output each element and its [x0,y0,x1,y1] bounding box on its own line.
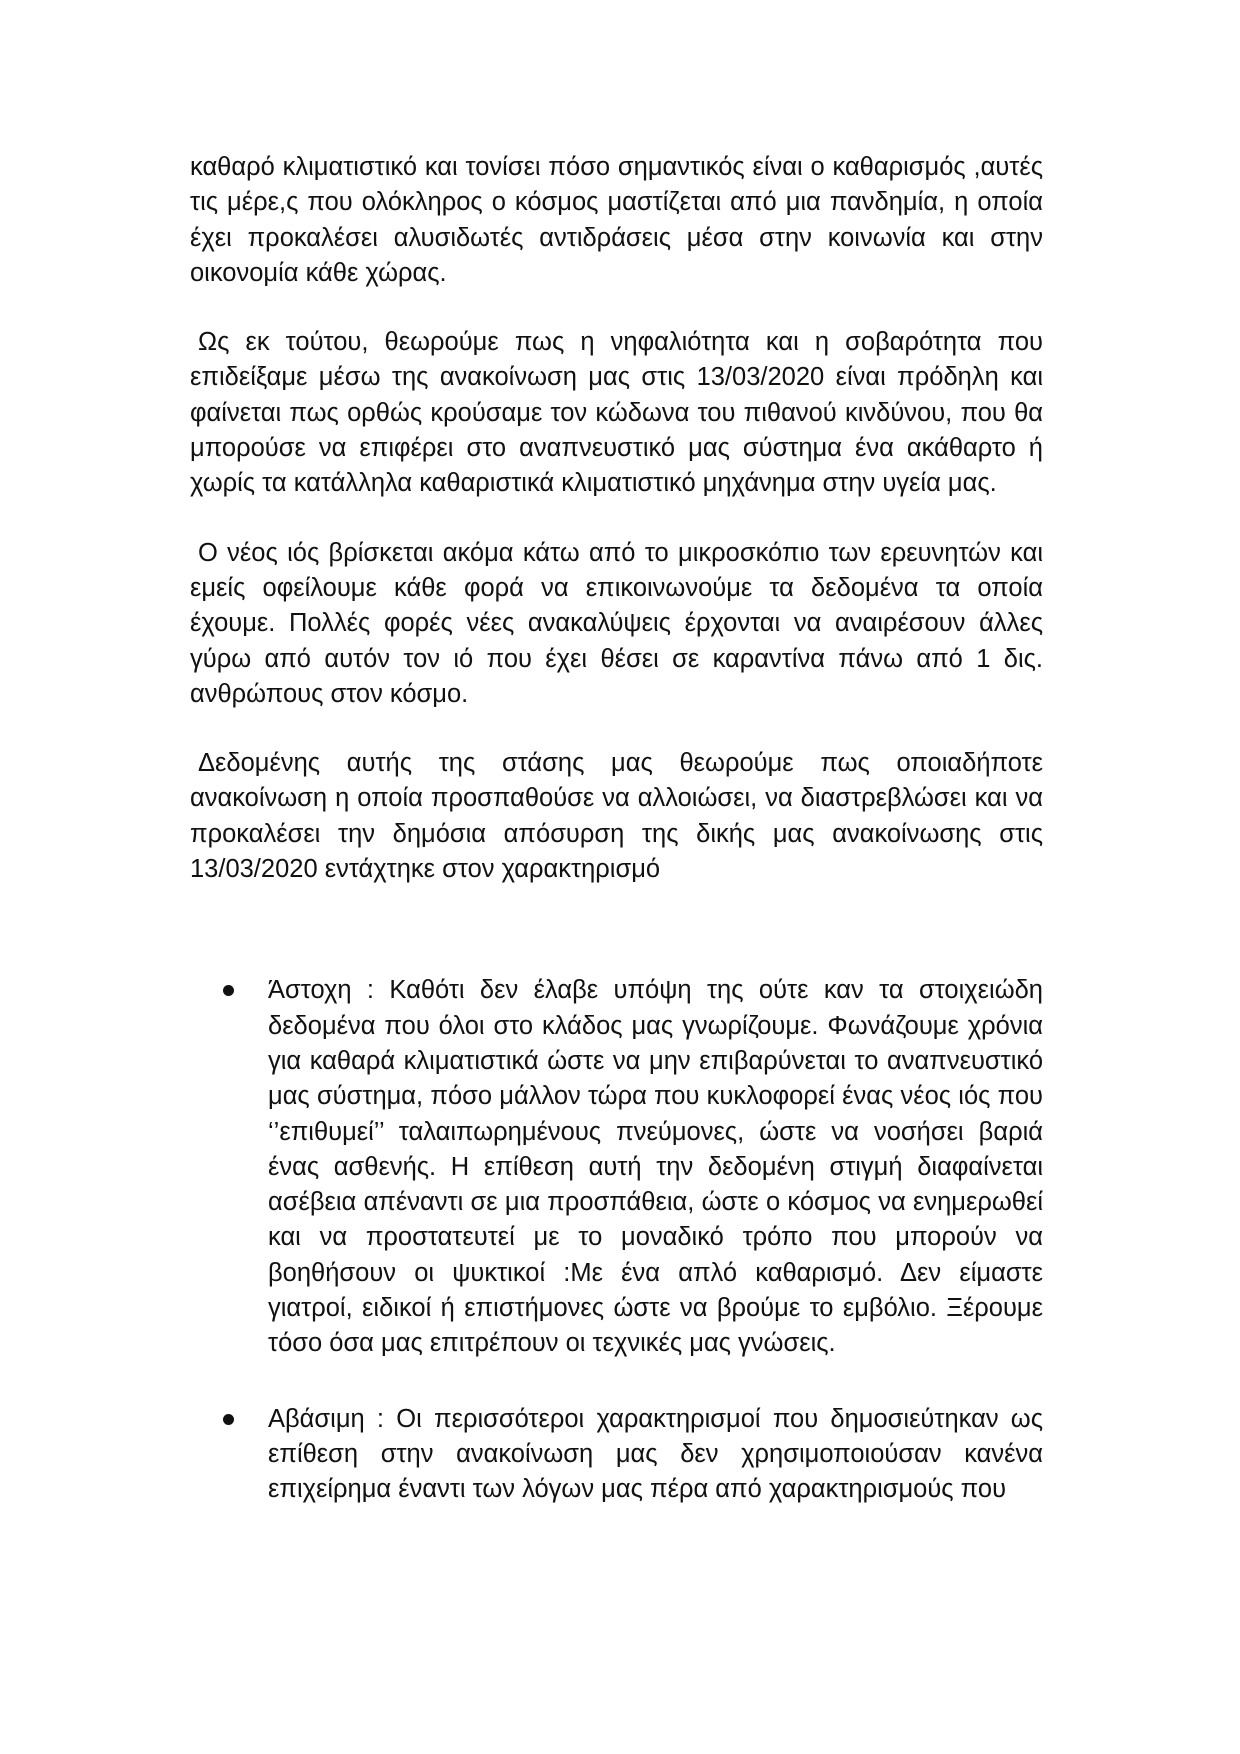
document-page [190,150,1043,1548]
bullet-text: Άστοχη : Καθότι δεν έλαβε υπόψη της ούτε καν τα στοιχειώδη δεδομένα που όλοι στο κλάδος μας γνωρίζουμε. Φωνάζουμε χρόνια για καθαρά κλιματιστικά ώστε να μην επιβαρύνεται το αναπνευστικό μας σύστημα, πόσο μάλλον τώρα που κυκλοφορεί ένας νέος ιός που ‘’επιθυμεί’’ ταλαιπωρημένους πνεύμονες, ώστε να νοσήσει βαριά ένας ασθενής. Η επίθεση αυτή την δεδομένη στιγμή διαφαίνεται ασέβεια απέναντι σε μια προσπάθεια, ώστε ο κόσμος να ενημερωθεί και να προστατευτεί με το μοναδικό τρόπο που μπορούν να βοηθήσουν οι ψυκτικοί :Με ένα απλό καθαρισμό. Δεν είμαστε γιατροί, ειδικοί ή επιστήμονες ώστε να βρούμε το εμβόλιο. Ξέρουμε τόσο όσα μας επιτρέπουν οι τεχνικές μας γνώσεις. [268,976,1043,1358]
paragraph-1: καθαρό κλιματιστικό και τονίσει πόσο σημαντικός είναι ο καθαρισμός ,αυτές τις μέρε,ς που ολόκληρος ο κόσμος μαστίζεται από μια πανδημία, η οποία έχει προκαλέσει αλυσιδωτές αντιδράσεις μέσα στην κοινωνία και στην οικονομία κάθε χώρας. [190,153,1043,287]
list-item [268,973,1043,1361]
bullet-list [190,973,1043,1507]
bullet-icon [223,1414,234,1425]
bullet-icon [223,985,234,996]
list-item [268,1402,1043,1508]
bullet-text: Αβάσιμη : Οι περισσότεροι χαρακτηρισμοί που δημοσιεύτηκαν ως επίθεση στην ανακοίνωση μας δεν χρησιμοποιούσαν κανένα επιχείρημα έναντι των λόγων μας πέρα από χαρακτηρισμούς που [268,1404,1043,1504]
paragraph-4: Δεδομένης αυτής της στάσης μας θεωρούμε πως οποιαδήποτε ανακοίνωση η οποία προσπαθούσε να αλλοιώσει, να διαστρεβλώσει και να προκαλέσει την δημόσια απόσυρση της δικής μας ανακοίνωσης στις 13/03/2020 εντάχτηκε στον χαρακτηρισμό [190,749,1043,884]
paragraph-2: Ως εκ τούτου, θεωρούμε πως η νηφαλιότητα και η σοβαρότητα που επιδείξαμε μέσω της ανακοίνωση μας στις 13/03/2020 είναι πρόδηλη και φαίνεται πως ορθώς κρούσαμε τον κώδωνα του πιθανού κινδύνου, που θα μπορούσε να επιφέρει στο αναπνευστικό μας σύστημα ένα ακάθαρτο ή χωρίς τα κατάλληλα καθαριστικά κλιματιστικό μηχάνημα στην υγεία μας. [190,328,1043,498]
paragraph-3: Ο νέος ιός βρίσκεται ακόμα κάτω από το μικροσκόπιο των ερευνητών και εμείς οφείλουμε κάθε φορά να επικοινωνούμε τα δεδομένα τα οποία έχουμε. Πολλές φορές νέες ανακαλύψεις έρχονται να αναιρέσουν άλλες γύρω από αυτόν τον ιό που έχει θέσει σε καραντίνα πάνω από 1 δις. ανθρώπους στον κόσμο. [190,538,1043,708]
